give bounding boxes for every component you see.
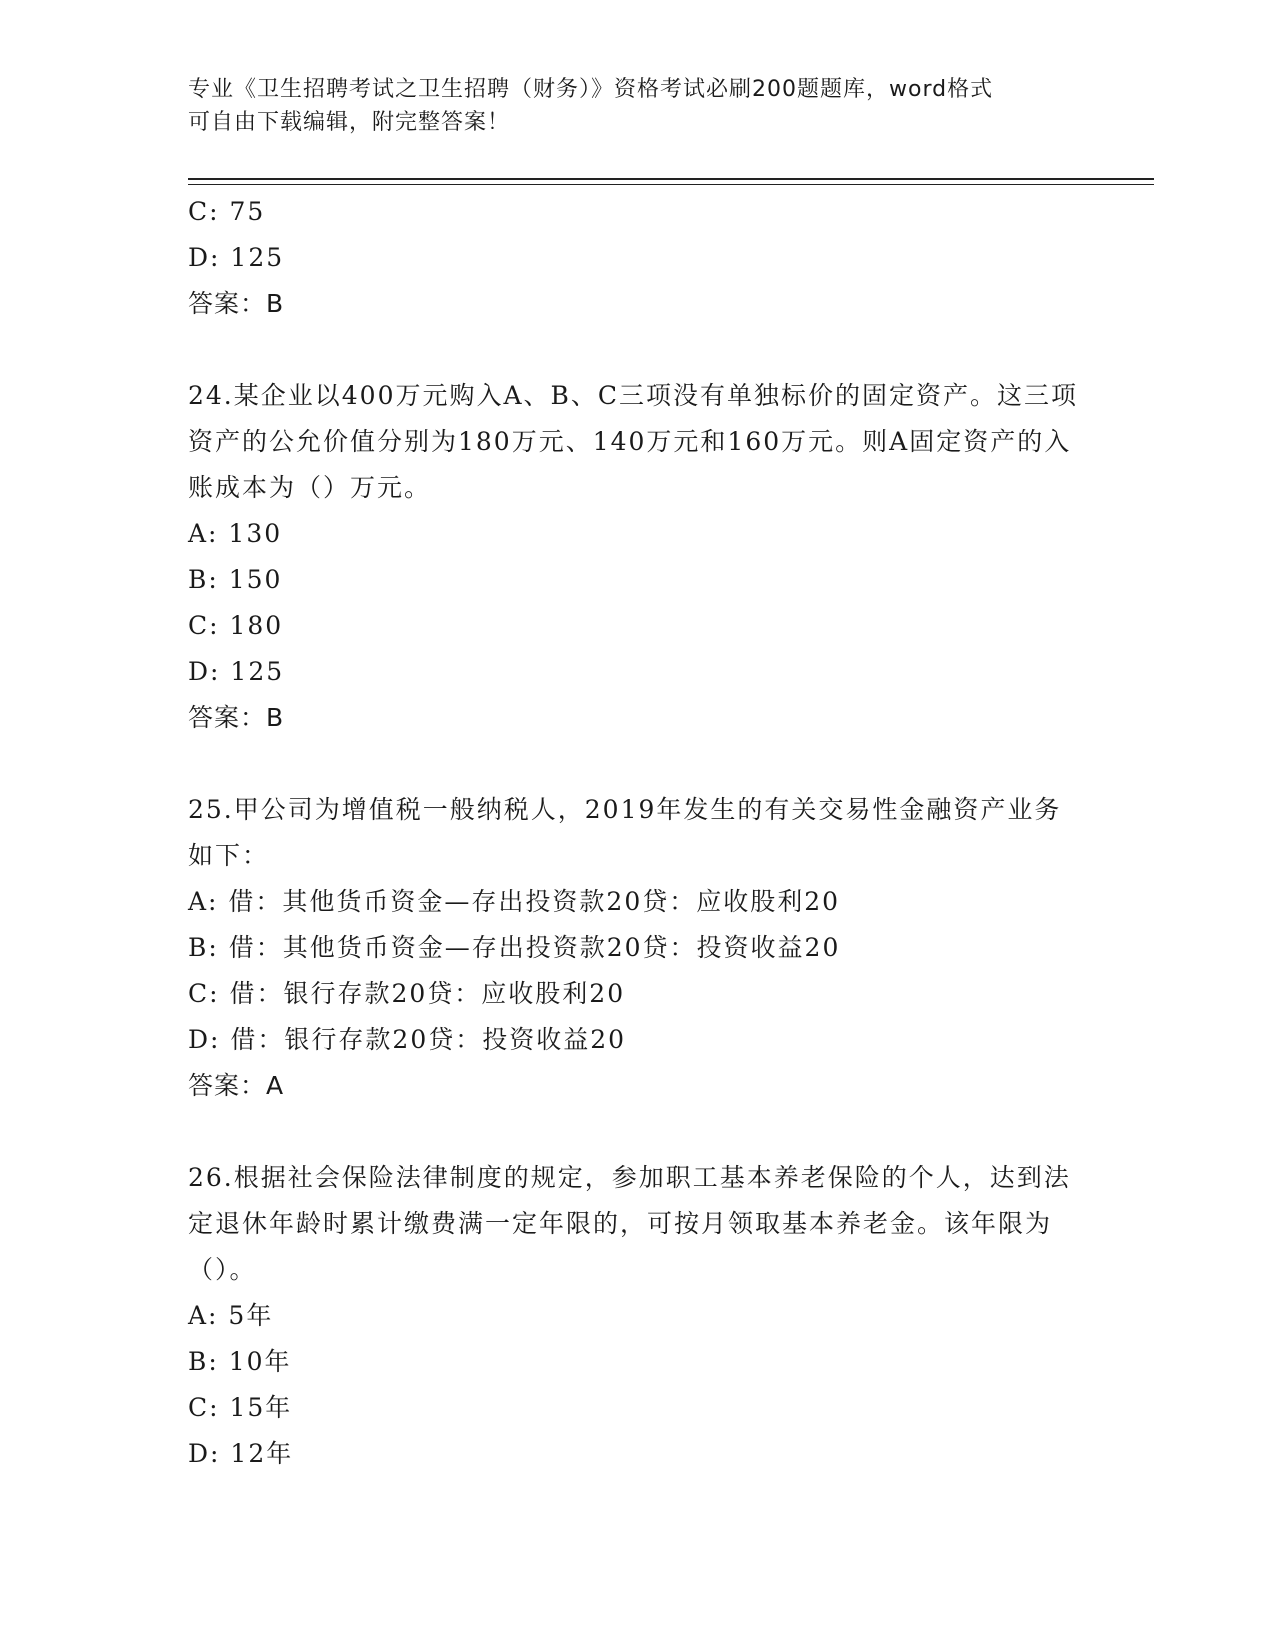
- option-b: B: 借：其他货币资金—存出投资款20贷：投资收益20: [188, 933, 841, 962]
- option-a: A: 借：其他货币资金—存出投资款20贷：应收股利20: [188, 887, 841, 916]
- document-header: [188, 73, 1068, 139]
- question-stem-26: 26.根据社会保险法律制度的规定，参加职工基本养老保险的个人，达到法定退休年龄时累计缴费满一定年限的，可按月领取基本养老金。该年限为（）。: [188, 1163, 1071, 1284]
- option-c: C: 借：银行存款20贷：应收股利20: [188, 979, 626, 1008]
- spacer: [188, 741, 1088, 787]
- option-b: B: 10年: [188, 1347, 292, 1376]
- option-d: D: 125: [188, 657, 285, 686]
- header-title-line-2: 可自由下载编辑，附完整答案！: [188, 110, 511, 135]
- option-a: A: 130: [188, 519, 283, 548]
- answer-line: 答案：B: [188, 703, 285, 732]
- option-a: A: 5年: [188, 1301, 274, 1330]
- question-body: [188, 189, 1088, 1477]
- option-c: C: 75: [188, 197, 266, 226]
- answer-line: 答案：B: [188, 289, 285, 318]
- spacer: [188, 327, 1088, 373]
- option-d: D: 125: [188, 243, 285, 272]
- header-rule-thin: [188, 184, 1154, 185]
- option-d: D: 借：银行存款20贷：投资收益20: [188, 1025, 627, 1054]
- option-d: D: 12年: [188, 1439, 294, 1468]
- question-stem-25: 25.甲公司为增值税一般纳税人，2019年发生的有关交易性金融资产业务如下：: [188, 795, 1062, 870]
- option-b: B: 150: [188, 565, 283, 594]
- option-c: C: 180: [188, 611, 284, 640]
- option-c: C: 15年: [188, 1393, 293, 1422]
- header-rule-thick: [188, 178, 1154, 180]
- question-stem-24: 24.某企业以400万元购入A、B、C三项没有单独标价的固定资产。这三项资产的公允价值分别为180万元、140万元和160万元。则A固定资产的入账成本为（）万元。: [188, 381, 1079, 502]
- spacer: [188, 1109, 1088, 1155]
- answer-line: 答案：A: [188, 1071, 285, 1100]
- header-title-line-1: 专业《卫生招聘考试之卫生招聘（财务）》资格考试必刷200题题库，word格式: [188, 77, 994, 102]
